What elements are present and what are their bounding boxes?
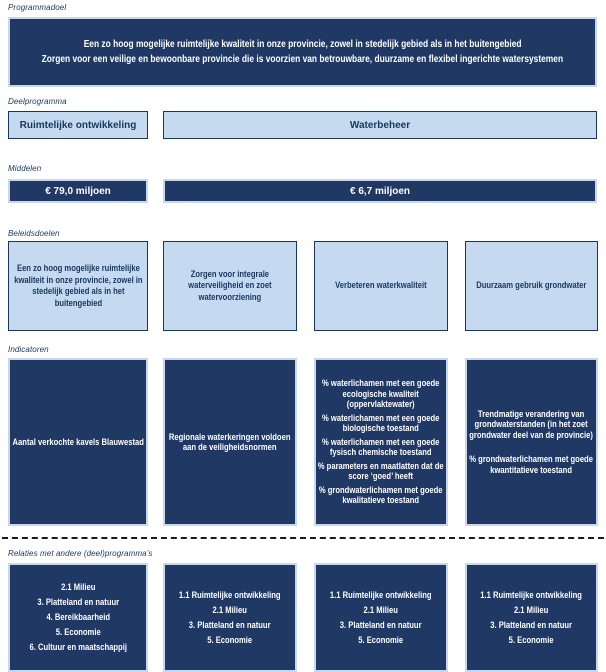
programmadoel-box bbox=[8, 17, 597, 87]
middelen-amount-2: € 6,7 miljoen bbox=[349, 185, 411, 197]
indicator-text: % parameters en maatlatten dat de score ‘goed’ heeft bbox=[318, 460, 444, 482]
deelprogramma-box-waterbeheer bbox=[163, 111, 597, 139]
indicator-text: % waterlichamen met een goede ecologische kwaliteit (oppervlaktewater) bbox=[322, 378, 440, 410]
relatie-item: 2.1 Milieu bbox=[514, 604, 549, 615]
programmadoel-line-1: Een zo hoog mogelijke ruimtelijke kwaliteit in onze provincie, zowel in stedelijk gebied als in het buitengebied bbox=[83, 39, 522, 50]
relatie-item: 3. Platteland en natuur bbox=[340, 619, 422, 630]
relatie-item: 3. Platteland en natuur bbox=[490, 619, 573, 630]
relatie-item: 4. Bereikbaarheid bbox=[46, 612, 110, 622]
beleidsdoel-text-1: Een zo hoog mogelijke ruimtelijke kwaliteit in onze provincie, zowel in stedelijk gebied als in het buitengebied bbox=[13, 263, 143, 308]
indicator-text: % grondwaterlichamen met goede kwalitatieve toestand bbox=[319, 484, 443, 506]
relatie-item: 1.1 Ruimtelijke ontwikkeling bbox=[179, 589, 281, 600]
section-label-beleidsdoelen: Beleidsdoelen bbox=[8, 229, 60, 238]
indicator-box-1 bbox=[8, 358, 148, 526]
beleidsdoel-text-3: Verbeteren waterkwaliteit bbox=[335, 280, 427, 291]
indicator-box-3 bbox=[314, 358, 448, 526]
relatie-item: 3. Platteland en natuur bbox=[189, 619, 271, 630]
section-label-middelen: Middelen bbox=[8, 164, 42, 173]
indicator-box-4 bbox=[465, 358, 598, 526]
middelen-amount-1: € 79,0 miljoen bbox=[45, 185, 111, 197]
indicator-text: % waterlichamen met een goede fysisch chemische toestand bbox=[322, 436, 440, 458]
relatie-item: 5. Economie bbox=[55, 627, 101, 637]
relaties-box-2 bbox=[163, 563, 297, 672]
programmadoel-line-2: Zorgen voor een veilige en bewoonbare provincie die is voorzien van betrouwbare, duurzame en flexibel ingerichte watersystemen bbox=[41, 54, 564, 65]
indicator-text: % grondwaterlichamen met goede kwantitatieve toestand bbox=[469, 454, 594, 475]
relatie-item: 2.1 Milieu bbox=[60, 582, 96, 592]
section-label-relaties: Relaties met andere (deel)programma’s bbox=[8, 549, 153, 558]
relaties-box-3 bbox=[314, 563, 448, 672]
relatie-item: 1.1 Ruimtelijke ontwikkeling bbox=[330, 589, 432, 600]
section-divider bbox=[2, 537, 604, 539]
beleidsdoel-box-2 bbox=[163, 241, 297, 331]
relatie-item: 3. Platteland en natuur bbox=[37, 597, 119, 607]
relaties-box-4 bbox=[465, 563, 598, 672]
beleidsdoel-text-2: Zorgen voor integrale waterveiligheid en zoet watervoorziening bbox=[188, 268, 272, 302]
beleidsdoel-box-3 bbox=[314, 241, 448, 331]
indicator-text: Regionale waterkeringen voldoen aan de veiligheidsnormen bbox=[169, 431, 291, 452]
relatie-item: 5. Economie bbox=[358, 634, 404, 645]
relatie-item: 2.1 Milieu bbox=[363, 604, 399, 615]
beleidsdoel-box-4 bbox=[465, 241, 598, 331]
section-label-programmadoel: Programmadoel bbox=[8, 3, 67, 12]
deelprogramma-label-2: Waterbeheer bbox=[349, 119, 411, 131]
indicator-text: Trendmatige verandering van grondwaterstanden (in het zoet grondwater deel van de provincie) bbox=[469, 408, 594, 440]
relatie-item: 6. Cultuur en maatschappij bbox=[29, 642, 127, 652]
relatie-item: 5. Economie bbox=[509, 634, 554, 645]
indicator-text: % waterlichamen met een goede biologische toestand bbox=[322, 412, 440, 434]
section-label-deelprogramma: Deelprogramma bbox=[8, 97, 67, 106]
middelen-box-ruimtelijke-ontwikkeling bbox=[8, 179, 148, 203]
middelen-box-waterbeheer bbox=[163, 179, 597, 203]
deelprogramma-box-ruimtelijke-ontwikkeling bbox=[8, 111, 148, 139]
beleidsdoel-box-1 bbox=[8, 241, 148, 331]
section-label-indicatoren: Indicatoren bbox=[8, 345, 49, 354]
relatie-item: 2.1 Milieu bbox=[212, 604, 248, 615]
deelprogramma-label-1: Ruimtelijke ontwikkeling bbox=[19, 119, 137, 131]
indicator-text: Aantal verkochte kavels Blauwestad bbox=[12, 436, 144, 447]
beleidsdoel-text-4: Duurzaam gebruik grondwater bbox=[476, 280, 587, 291]
relatie-item: 1.1 Ruimtelijke ontwikkeling bbox=[480, 589, 583, 600]
relaties-box-1 bbox=[8, 563, 148, 672]
relatie-item: 5. Economie bbox=[207, 634, 253, 645]
indicator-box-2 bbox=[163, 358, 297, 526]
